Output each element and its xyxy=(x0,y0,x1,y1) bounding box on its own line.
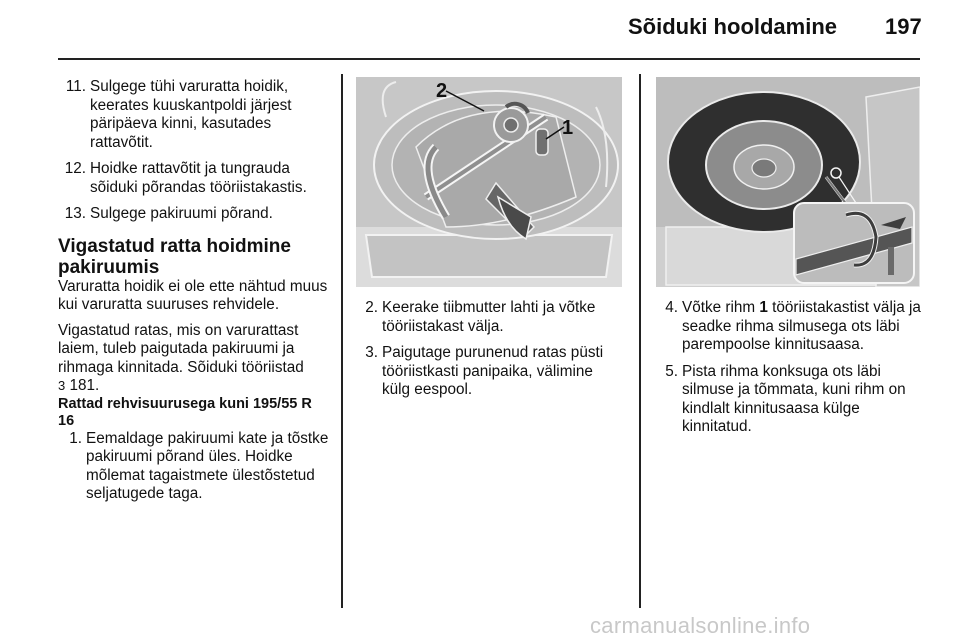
column-divider xyxy=(341,74,343,608)
list-item: 11. Sulgege tühi varuratta hoidik, keerates kuuskantpoldi järjest päripäeva kinni, kasutades rattavõtit. xyxy=(65,78,292,151)
list-item: 12. Hoidke rattavõtit ja tungrauda sõiduki põrandas tööriistakastis. xyxy=(64,160,307,196)
callout-label-1: 1 xyxy=(562,117,574,139)
column-3 xyxy=(656,299,924,445)
list-item: 2. Keerake tiibmutter lahti ja võtke tööriistakast välja. xyxy=(365,299,596,335)
callout-reference: 1 xyxy=(759,299,768,316)
toolkit-illustration xyxy=(356,77,622,287)
watermark: carmanualsonline.info xyxy=(590,613,811,638)
column-2 xyxy=(356,299,624,408)
callout-label-2: 2 xyxy=(436,80,448,102)
header-divider xyxy=(58,58,920,60)
column-1 xyxy=(58,78,330,504)
list-item: 1. Eemaldage pakiruumi kate ja tõstke pakiruumi põrand üles. Hoidke mõlemat tagaistmete ülestõstetud seljatugede taga. xyxy=(69,429,329,502)
column-divider xyxy=(639,74,641,608)
paragraph: Varuratta hoidik ei ole ette nähtud muus kui varuratta suuruses rehvidele. xyxy=(58,277,328,313)
page-number: 197 xyxy=(885,14,922,39)
cross-reference-arrow-icon: 3 xyxy=(58,378,66,393)
paragraph: Vigastatud ratas, mis on varurattast laiem, tuleb paigutada pakiruumi ja rihmaga kinnitada. Sõiduki tööriistad 3 181. xyxy=(58,321,304,394)
list-item: 3. Paigutage purunenud ratas püsti tööriistkasti panipaika, välimine külg eespool. xyxy=(365,344,604,398)
strapped-wheel-illustration xyxy=(656,77,920,287)
section-heading: Vigastatud ratta hoidmine pakiruumis xyxy=(58,235,291,278)
list-item: 4. Võtke rihm 1 tööriistakastist välja ja seadke rihma silmusega ots läbi parempoolse kinnitusaasa. xyxy=(665,299,921,353)
subsection-heading: Rattad rehvisuurusega kuni 195/55 R 16 xyxy=(58,395,312,429)
page-header-title: Sõiduki hooldamine xyxy=(628,14,838,39)
list-item: 5. Pista rihma konksuga ots läbi silmuse ja tõmmata, kuni rihm on kindlalt kinnitusaasa külge kinnitatud. xyxy=(665,362,906,435)
cross-reference-page: 181. xyxy=(65,377,100,394)
list-item: 13. Sulgege pakiruumi põrand. xyxy=(64,205,273,222)
